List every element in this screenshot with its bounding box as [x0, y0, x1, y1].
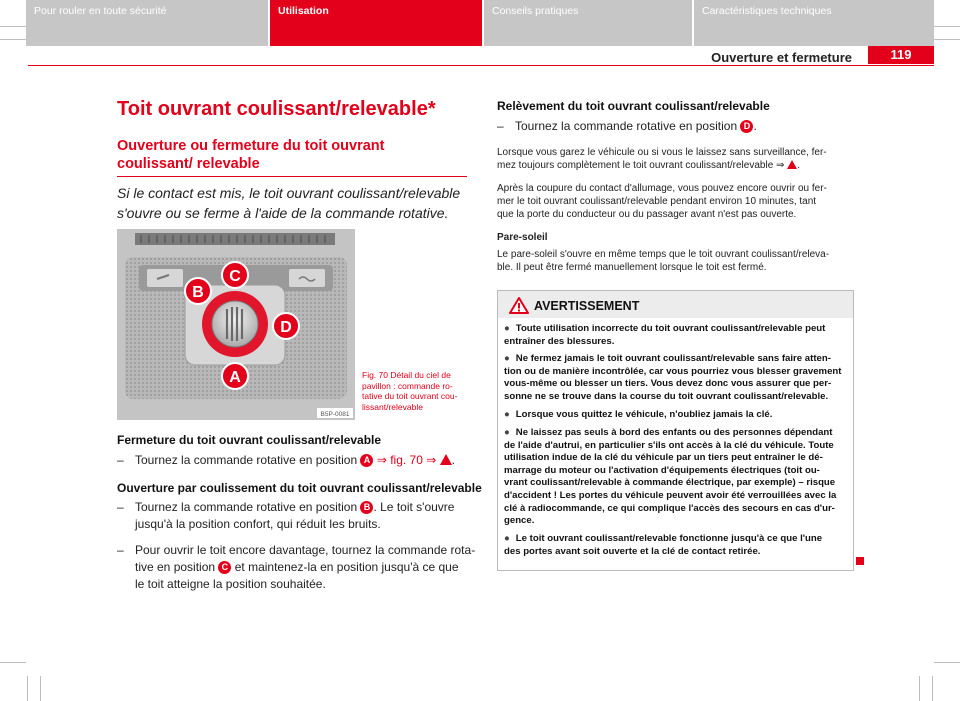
intro-text: Si le contact est mis, le toit ouvrant coulissant/relevable s'ouvre ou se ferme à l'aide de la commande rotative.	[117, 185, 461, 221]
subtitle-rule	[117, 176, 467, 177]
crop-mark	[934, 39, 960, 40]
roof-control-illustration	[117, 229, 355, 420]
warning-item: ● Lorsque vous quittez le véhicule, n'oubliez jamais la clé.	[504, 409, 773, 420]
crop-mark	[40, 676, 41, 701]
crop-mark	[27, 676, 28, 701]
footer-tab-technical-specs[interactable]: Caractéristiques techniques	[694, 0, 934, 46]
sliding-step-2: – Pour ouvrir le toit encore davantage, tournez la commande rota- tive en position C et maintenez-la en position jusqu'à ce que le toit atteigne la position souhaitée.	[117, 543, 476, 591]
end-of-section-marker	[856, 557, 864, 565]
figure-code: B5P-0081	[320, 411, 350, 418]
label-a: A	[229, 369, 241, 386]
page-title: Toit ouvrant coulissant/relevable*	[117, 98, 436, 120]
sunshade-paragraph: Le pare-soleil s'ouvre en même temps que le toit ouvrant coulissant/releva- ble. Il peut être fermé manuellement lorsque le toit est fermé.	[497, 249, 830, 273]
warning-title: AVERTISSEMENT	[534, 299, 640, 313]
position-badge: C	[218, 561, 231, 574]
warning-item: ● Le toit ouvrant coulissant/relevable fonctionne jusqu'à ce que l'une des portes avant soit ouverte et la clé de contact retirée.	[504, 533, 823, 557]
tilt-step: – Tournez la commande rotative en position D .	[497, 119, 757, 133]
position-badge: B	[360, 501, 373, 514]
warning-box	[497, 290, 854, 571]
figure-roof-control	[117, 229, 355, 420]
warning-triangle-icon	[787, 160, 797, 169]
label-c: C	[229, 268, 241, 285]
closing-step: – Tournez la commande rotative en position A ⇒ fig. 70 ⇒ .	[117, 453, 455, 467]
page-number: 119	[868, 26, 934, 64]
figure-caption: Fig. 70 Détail du ciel de pavillon : commande ro-tative du toit ouvrant cou-lissant/relevable	[362, 370, 458, 412]
ignition-paragraph: Après la coupure du contact d'allumage, vous pouvez encore ouvrir ou fer- mer le toit ouvrant coulissant/relevable pendant environ 10 minutes, tant que la porte du conducteur ou du passager avant n'est pas ouverte.	[497, 183, 827, 220]
crop-mark	[934, 662, 960, 663]
crop-mark	[919, 676, 920, 701]
label-b: B	[192, 284, 204, 301]
warning-item: ● Toute utilisation incorrecte du toit ouvrant coulissant/relevable peut entraîner des blessures.	[504, 323, 826, 347]
crop-mark	[0, 662, 26, 663]
tilt-heading: Relèvement du toit ouvrant coulissant/relevable	[497, 99, 770, 113]
warning-item: ● Ne laissez pas seuls à bord des enfants ou des personnes dépendant de l'aide d'autrui, en particulier s'ils ont accès à la clé du véhicule. Toute utilisation indue de la clé du véhicule par un tiers peut entraîner le dé- marrage du moteur ou l'activation d'équipements électriques (toit ou- vrant coulissant/relevable à commande électrique, par exemple) – risque d'accident ! Les portes du véhicule peuvent avoir été verrouillées avec la clé à radiocommande, ce qui complique l'accès des secours en cas d'ur- gence.	[504, 427, 837, 527]
position-badge: D	[740, 120, 753, 133]
sliding-heading: Ouverture par coulissement du toit ouvrant coulissant/relevable	[117, 481, 482, 495]
sliding-step-1: – Tournez la commande rotative en position B . Le toit s'ouvre jusqu'à la position confort, qui réduit les bruits.	[117, 500, 455, 531]
warning-triangle-icon	[440, 454, 452, 465]
warning-item: ● Ne fermez jamais le toit ouvrant coulissant/relevable sans faire atten- tion ou de manière incontrôlée, car vous pourriez vous blesser gravement vous-même ou blesser un tiers. Vous devez donc vous assurer que per- sonne ne se trouve dans la course du toit ouvrant coulissant/relevable.	[504, 353, 842, 402]
warning-triangle-icon	[509, 297, 529, 314]
crop-mark	[0, 26, 26, 27]
closing-heading: Fermeture du toit ouvrant coulissant/relevable	[117, 433, 382, 447]
crop-mark	[0, 39, 26, 40]
crop-mark	[934, 26, 960, 27]
crop-mark	[932, 676, 933, 701]
parking-paragraph: Lorsque vous garez le véhicule ou si vous le laissez sans surveillance, fer- mez toujours complètement le toit ouvrant coulissant/relevable ⇒ .	[497, 147, 827, 171]
footer-tab-practical-tips[interactable]: Conseils pratiques	[484, 0, 692, 46]
sunshade-heading: Pare-soleil	[497, 232, 548, 243]
footer-tab-safety[interactable]: Pour rouler en toute sécurité	[26, 0, 268, 46]
section-subtitle: Ouverture ou fermeture du toit ouvrant coulissant/ relevable	[117, 138, 385, 172]
header-rule	[28, 65, 934, 66]
position-badge: A	[360, 454, 373, 467]
footer-tab-usage[interactable]: Utilisation	[270, 0, 482, 46]
label-d: D	[280, 319, 292, 336]
running-header: Ouverture et fermeture	[711, 50, 852, 65]
